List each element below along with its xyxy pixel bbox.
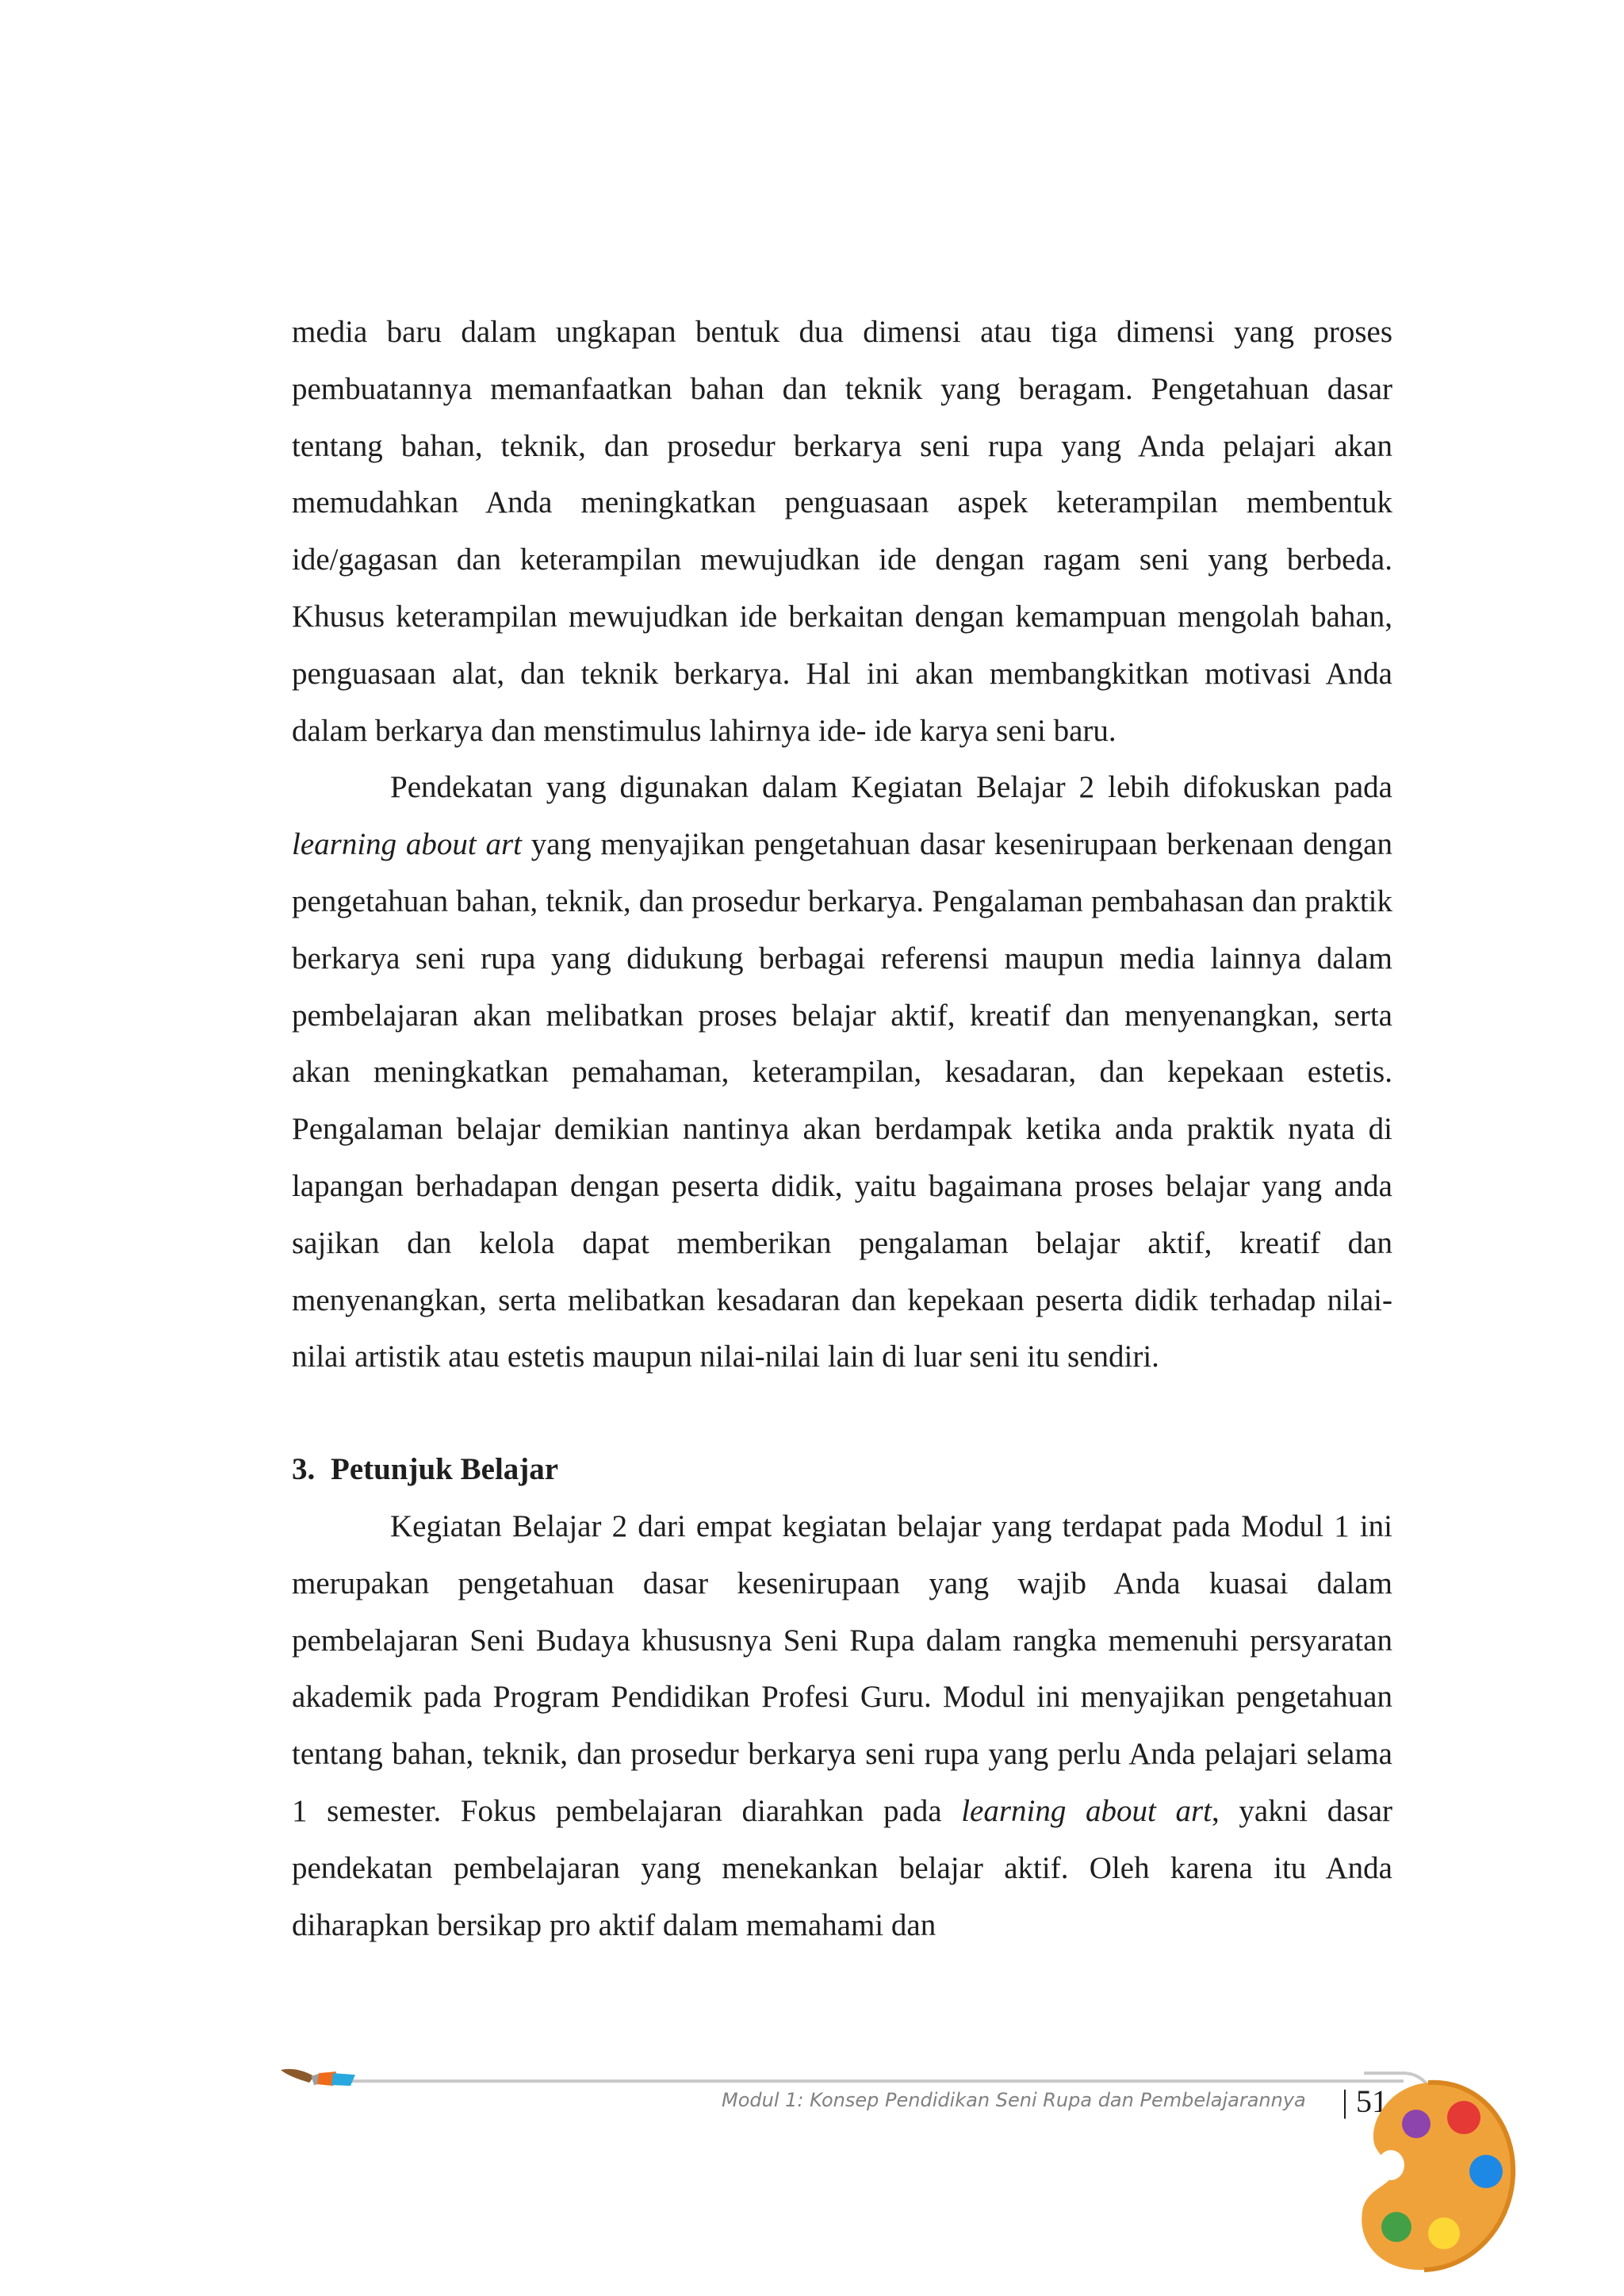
paragraph-3-text-after: , yakni dasar pendekatan pembelajaran yang menekankan belajar aktif. Oleh karena itu Anda diharapkan bersikap pro aktif dalam memahami dan bbox=[292, 1793, 1393, 1942]
footer-module-title: Modul 1: Konsep Pendidikan Seni Rupa dan Pembelajarannya bbox=[722, 2089, 1306, 2111]
footer-rule bbox=[349, 2079, 1404, 2083]
paragraph-2-italic-term: learning about art bbox=[292, 827, 523, 862]
paragraph-1: media baru dalam ungkapan bentuk dua dimensi atau tiga dimensi yang proses pembuatannya memanfaatkan bahan dan teknik yang beragam. Pengetahuan dasar tentang bahan, teknik, dan prosedur berkarya seni rupa yang Anda pelajari akan memudahkan Anda meningkatkan penguasaan aspek keterampilan membentuk ide/gagasan dan keterampilan mewujudkan ide dengan ragam seni yang berbeda. Khusus keterampilan mewujudkan ide berkaitan dengan kemampuan mengolah bahan, penguasaan alat, dan teknik berkarya. Hal ini akan membangkitkan motivasi Anda dalam berkarya dan menstimulus lahirnya ide- ide karya seni baru. bbox=[292, 315, 1392, 748]
page-body bbox=[292, 304, 1392, 1953]
paragraph-3 bbox=[292, 1498, 1392, 1953]
paintbrush-icon bbox=[279, 2065, 358, 2094]
page-number: | 51 bbox=[1342, 2083, 1388, 2119]
paragraph-3-text-before: Kegiatan Belajar 2 dari empat kegiatan belajar yang terdapat pada Modul 1 ini merupakan pengetahuan dasar kesenirupaan yang wajib Anda kuasai dalam pembelajaran Seni Budaya khususnya Seni Rupa dalam rangka memenuhi persyaratan akademik pada Program Pendidikan Profesi Guru. Modul ini menyajikan pengetahuan tentang bahan, teknik, dan prosedur berkarya seni rupa yang perlu Anda pelajari selama 1 semester. Fokus pembelajaran diarahkan pada bbox=[292, 1508, 1392, 1828]
paragraph-2-text-after: yang menyajikan pengetahuan dasar kesenirupaan berkenaan dengan pengetahuan bahan, teknik, dan prosedur berkarya. Pengalaman pembahasan dan praktik berkarya seni rupa yang didukung berbagai referensi maupun media lainnya dalam pembelajaran akan melibatkan proses belajar aktif, kreatif dan menyenangkan, serta akan meningkatkan pemahaman, keterampilan, kesadaran, dan kepekaan estetis. Pengalaman belajar demikian nantinya akan berdampak ketika anda praktik nyata di lapangan berhadapan dengan peserta didik, yaitu bagaimana proses belajar yang anda sajikan dan kelola dapat memberikan pengalaman belajar aktif, kreatif dan menyenangkan, serta melibatkan kesadaran dan kepekaan peserta didik terhadap nilai-nilai artistik atau estetis maupun nilai-nilai lain di luar seni itu sendiri. bbox=[292, 827, 1392, 1374]
paragraph-2-text-before: Pendekatan yang digunakan dalam Kegiatan Belajar 2 lebih difokuskan pada bbox=[390, 770, 1392, 805]
paint-palette-icon bbox=[1353, 2076, 1519, 2275]
section-number: 3. bbox=[292, 1452, 316, 1487]
paragraph-3-italic-term: learning about art bbox=[961, 1793, 1212, 1828]
paragraph-2 bbox=[292, 759, 1392, 1386]
section-heading-petunjuk-belajar bbox=[292, 1441, 1392, 1498]
section-title: Petunjuk Belajar bbox=[331, 1452, 559, 1487]
